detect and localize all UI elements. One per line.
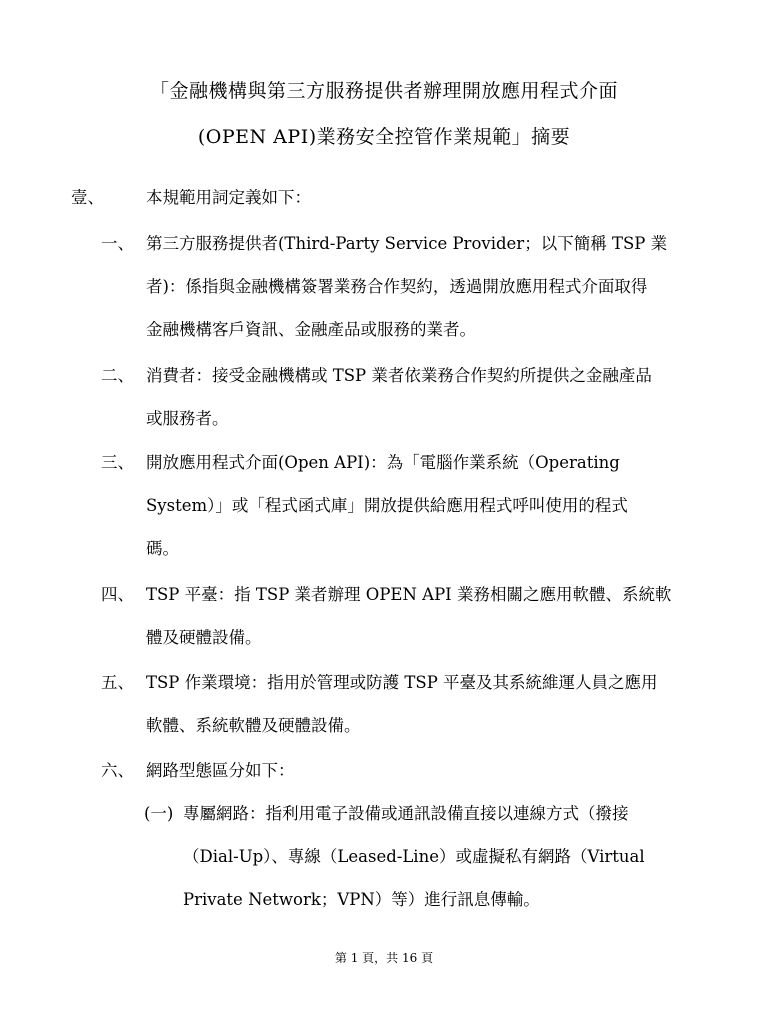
item-number: 一、 <box>101 234 134 253</box>
item-text-line: 第三方服務提供者(Third-Party Service Provider；以下簡稱 TSP 業 <box>146 234 668 253</box>
item-number: 五、 <box>101 673 134 692</box>
item-text-line: 體及硬體設備。 <box>146 628 262 647</box>
item-number: 六、 <box>101 761 134 780</box>
item-text-line: 消費者：接受金融機構或 TSP 業者依業務合作契約所提供之金融產品 <box>146 366 652 385</box>
subitem-text-line: Private Network；VPN）等）進行訊息傳輸。 <box>183 890 540 909</box>
title-line-2: (OPEN API)業務安全控管作業規範」摘要 <box>197 126 571 148</box>
item-text-line: 網路型態區分如下： <box>146 761 295 780</box>
section-number: 壹、 <box>71 188 104 207</box>
item-text-line: 者)：係指與金融機構簽署業務合作契約，透過開放應用程式介面取得 <box>146 277 648 296</box>
item-text-line: 或服務者。 <box>146 409 229 428</box>
item-text-line: System）」或「程式函式庫」開放提供給應用程式呼叫使用的程式 <box>146 496 628 515</box>
item-text-line: 開放應用程式介面(Open API)：為「電腦作業系統（Operating <box>146 453 620 472</box>
item-text-line: TSP 作業環境：指用於管理或防護 TSP 平臺及其系統維運人員之應用 <box>146 673 658 692</box>
section-heading: 本規範用詞定義如下： <box>146 188 311 207</box>
item-text-line: 金融機構客戶資訊、金融產品或服務的業者。 <box>146 320 476 339</box>
item-number: 四、 <box>101 585 134 604</box>
page-footer: 第 1 頁，共 16 頁 <box>334 951 434 965</box>
item-text-line: 軟體、系統軟體及硬體設備。 <box>146 716 361 735</box>
item-text-line: TSP 平臺：指 TSP 業者辦理 OPEN API 業務相關之應用軟體、系統軟 <box>146 585 672 604</box>
item-number: 三、 <box>101 453 134 472</box>
item-number: 二、 <box>101 366 134 385</box>
item-text-line: 碼。 <box>146 539 179 558</box>
subitem-text-line: 專屬網路：指利用電子設備或通訊設備直接以連線方式（撥接 <box>183 804 629 823</box>
subitem-text-line: （Dial-Up）、專線（Leased-Line）或虛擬私有網路（Virtual <box>183 847 645 866</box>
subitem-number: (一) <box>144 804 174 823</box>
title-line-1: 「金融機構與第三方服務提供者辦理開放應用程式介面 <box>149 80 618 102</box>
